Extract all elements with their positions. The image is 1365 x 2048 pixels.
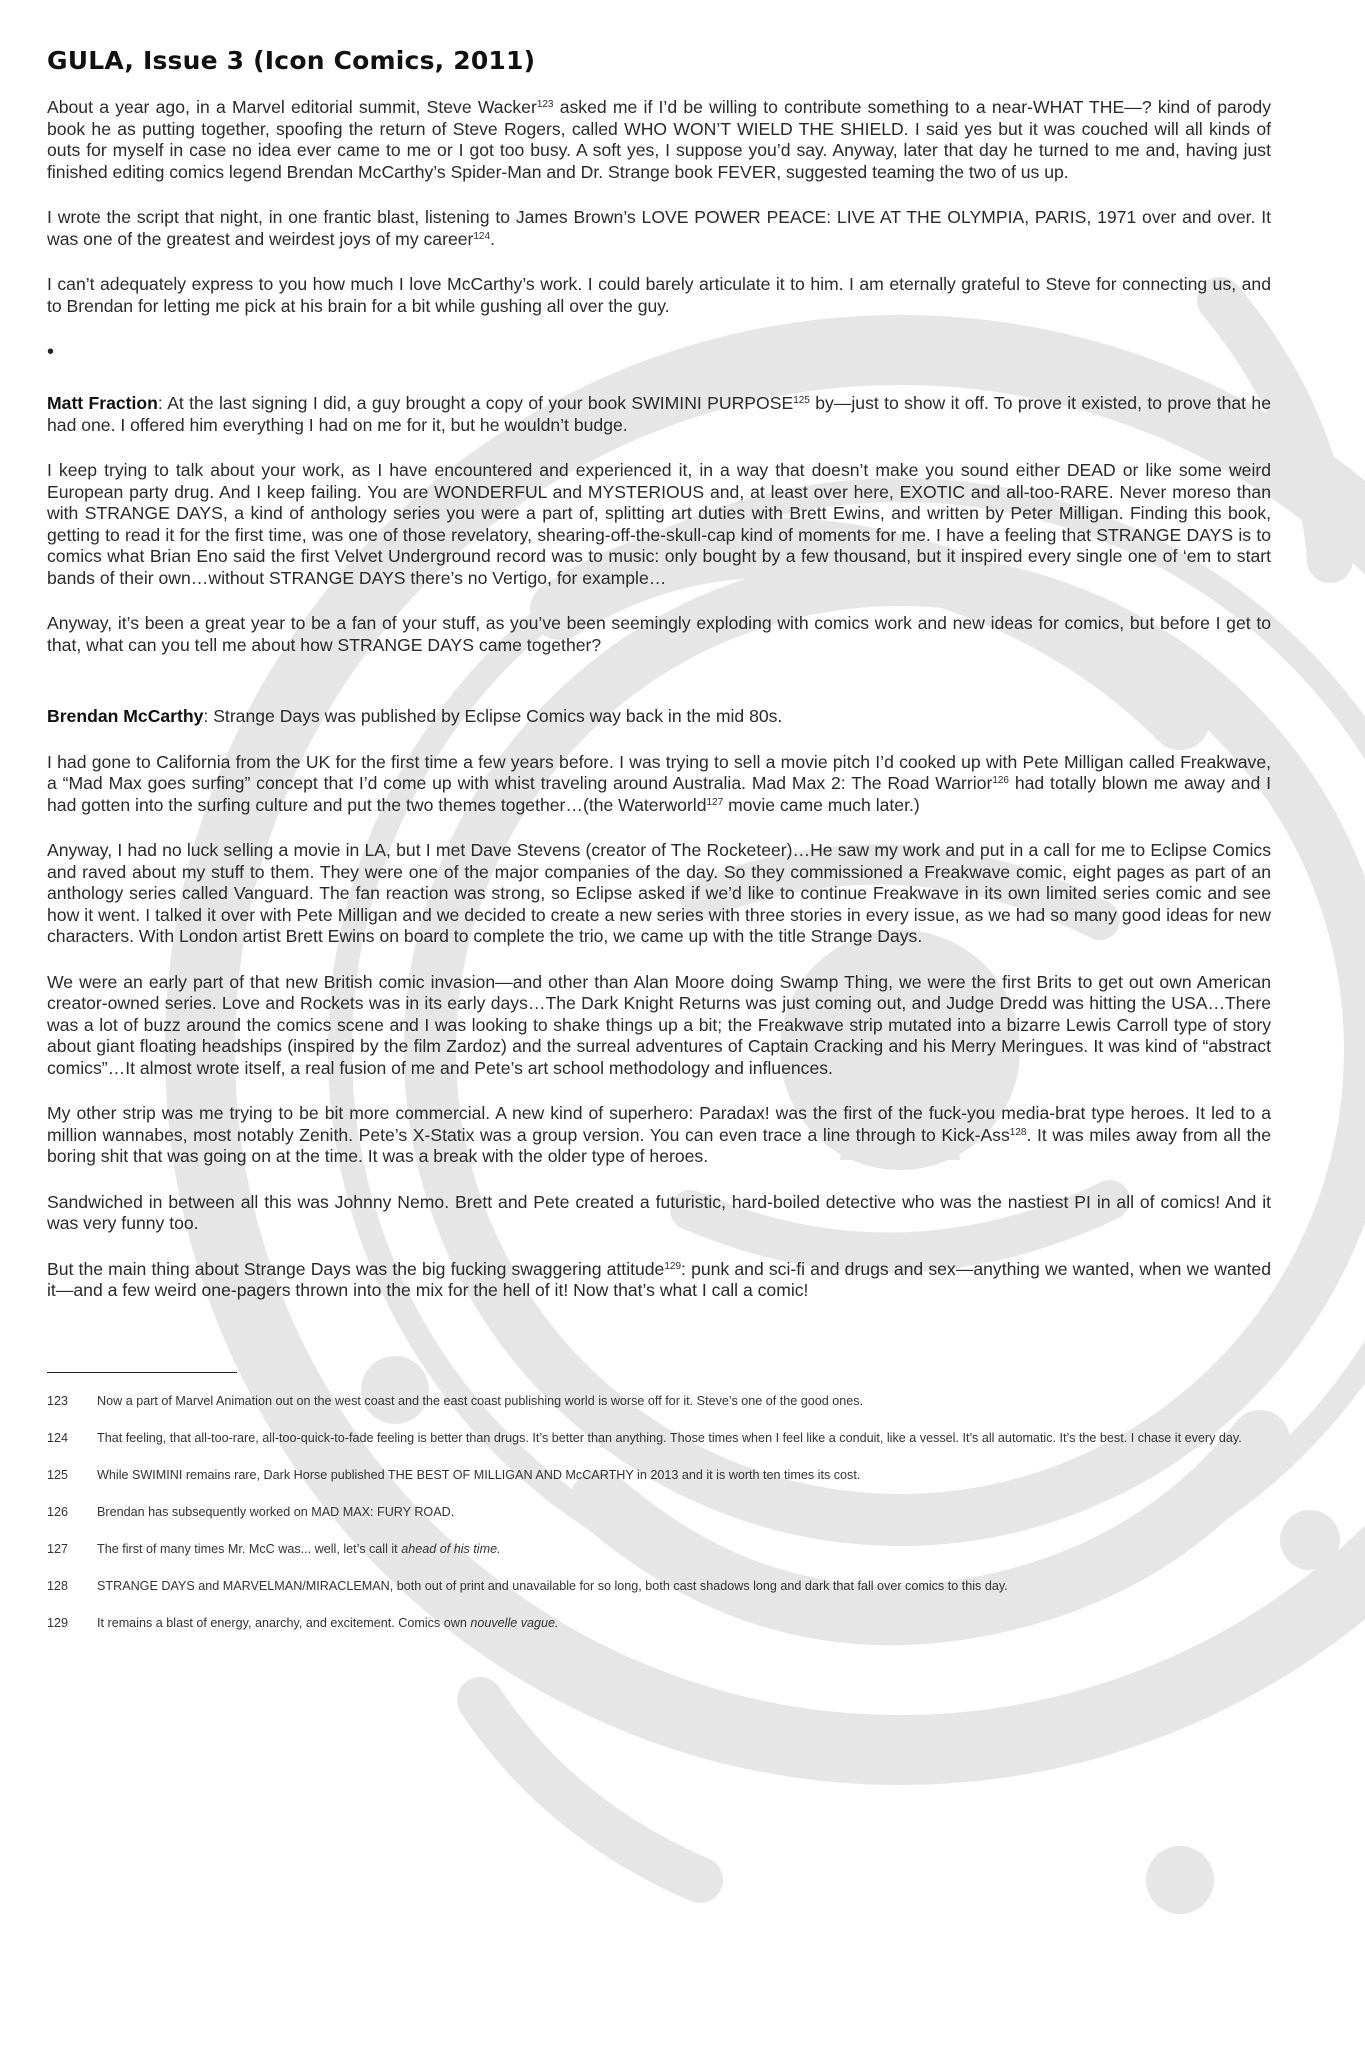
interview-paragraph (47, 972, 1271, 1080)
text-run: by—just to show it off. To prove it existed, to prove that he had one. I offered him everything I had on me for it, but he wouldn’t budge. (47, 393, 1271, 435)
footnote-text (97, 1578, 1271, 1594)
footnote-text (97, 1430, 1271, 1446)
footnotes (47, 1393, 1271, 1631)
section-gap (47, 680, 1271, 706)
footnote-text (97, 1541, 1271, 1557)
text-run: . (490, 228, 495, 249)
italic-text: ahead of his time. (401, 1541, 501, 1556)
mccarthy-answer (47, 706, 1271, 1302)
footnote (47, 1541, 1271, 1557)
fraction-question (47, 393, 1271, 656)
footnote-text (97, 1393, 1271, 1409)
interview-paragraph (47, 752, 1271, 817)
text-run: It remains a blast of energy, anarchy, and excitement. Comics own (97, 1615, 471, 1630)
footnote (47, 1615, 1271, 1631)
text-run: STRANGE DAYS and MARVELMAN/MIRACLEMAN, both out of print and unavailable for so long, both cast shadows long and dark that fall over comics to this day. (97, 1578, 1008, 1593)
text-run: . It was miles away from all the boring shit that was going on at the time. It was a break with the older type of heroes. (47, 1124, 1271, 1166)
footnote-number: 126 (47, 1504, 69, 1519)
page-title: GULA, Issue 3 (Icon Comics, 2011) (47, 46, 536, 75)
text-run: : Strange Days was published by Eclipse Comics way back in the mid 80s. (203, 706, 783, 726)
footnote-number: 123 (47, 1393, 69, 1408)
text-run: But the main thing about Strange Days was the big fucking swaggering attitude (47, 1258, 665, 1279)
text-run: I keep trying to talk about your work, as I have encountered and experienced it, in a way that doesn’t make you sound either DEAD or like some weird European party drug. And I keep failing. You are WONDERFUL and MYSTERIOUS and, at least over here, EXOTIC and all-too-RARE. Never moreso than with STRANGE DAYS, a kind of anthology series you were a part of, splitting art duties with Brett Ewins, and written by Peter Milligan. Finding this book, getting to read it for the first time, was one of those revelatory, shearing-off-the-skull-cap kind of moments for me. I have a feeling that STRANGE DAYS is to comics what Brian Eno said the first Velvet Underground record was to music: only bought by a few thousand, but it inspired every single one of ‘em to start bands of their own…without STRANGE DAYS there’s no Vertigo, for example… (47, 460, 1271, 588)
text-run: Sandwiched in between all this was Johnny Nemo. Brett and Pete created a futuristic, hard-boiled detective who was the nastiest PI in all of comics! And it was very funny too. (47, 1191, 1271, 1233)
footnote-ref: 126 (992, 775, 1009, 786)
text-run: We were an early part of that new British comic invasion—and other than Alan Moore doing Swamp Thing, we were the first Brits to get out own American creator-owned series. Love and Rockets was in its early days…The Dark Knight Returns was just coming out, and Judge Dredd was hitting the USA…There was a lot of buzz around the comics scene and I was looking to shake things up a bit; the Freakwave strip mutated into a bizarre Lewis Carroll type of story about giant floating headships (inspired by the film Zardoz) and the surreal adventures of Captain Cracking and his Merry Meringues. It was kind of “abstract comics”…It almost wrote itself, a real fusion of me and Pete’s art school methodology and influences. (47, 971, 1271, 1078)
footnote-divider (47, 1372, 237, 1373)
footnote (47, 1430, 1271, 1446)
text-run: My other strip was me trying to be bit more commercial. A new kind of superhero: Paradax! was the first of the fuck-you media-brat type heroes. It led to a million wannabes, most notably Zenith. Pete’s X-Statix was a group version. You can even trace a line through to Kick-Ass (47, 1103, 1271, 1145)
footnote (47, 1393, 1271, 1409)
text-run: I wrote the script that night, in one frantic blast, listening to James Brown’s LOVE POWER PEACE: LIVE AT THE OLYMPIA, PARIS, 1971 over and over. It was one of the greatest and weirdest joys of my career (47, 207, 1271, 249)
footnote-number: 127 (47, 1541, 69, 1556)
document-page (47, 46, 1271, 1652)
footnote-text (97, 1467, 1271, 1483)
section-bullet: • (47, 341, 55, 363)
speaker-name: Matt Fraction (47, 393, 158, 413)
footnote-ref: 123 (536, 99, 554, 110)
footnote-ref: 125 (793, 395, 810, 406)
intro-paragraph (47, 97, 1271, 183)
footnote-number: 124 (47, 1430, 69, 1445)
text-run: movie came much later.) (723, 794, 920, 815)
footnote-ref: 129 (664, 1260, 682, 1272)
footnote-text (97, 1615, 1271, 1631)
interview-paragraph (47, 460, 1271, 589)
text-run: Anyway, it’s been a great year to be a fan of your stuff, as you’ve been seemingly exploding with comics work and new ideas for comics, but before I get to that, what can you tell me about how STRANGE DAYS came together? (47, 613, 1271, 655)
intro-paragraph (47, 274, 1271, 317)
text-run: : punk and sci-fi and drugs and sex—anything we wanted, when we wanted it—and a few weird one-pagers thrown into the mix for the hell of it! Now that’s what I call a comic! (47, 1258, 1271, 1300)
interview-paragraph (47, 840, 1271, 948)
interview-paragraph (47, 1259, 1271, 1302)
footnote (47, 1504, 1271, 1520)
footnote (47, 1578, 1271, 1594)
footnote-ref: 127 (706, 796, 724, 808)
footnote-number: 129 (47, 1615, 69, 1630)
text-run: I had gone to California from the UK for the first time a few years before. I was trying to sell a movie pitch I’d cooked up with Pete Milligan called Freakwave, a “Mad Max goes surfing” concept that I’d come up with whist traveling around Australia. Mad Max 2: The Road Warrior (47, 751, 1271, 793)
text-run: Now a part of Marvel Animation out on the west coast and the east coast publishing world is worse off for it. Steve’s one of the good ones. (97, 1393, 864, 1408)
intro-section (47, 97, 1271, 317)
footnote-ref: 124 (473, 230, 491, 242)
text-run: I can’t adequately express to you how much I love McCarthy’s work. I could barely articulate it to him. I am eternally grateful to Steve for connecting us, and to Brendan for letting me pick at his brain for a bit while gushing all over the guy. (47, 274, 1271, 316)
italic-text: nouvelle vague. (470, 1615, 559, 1630)
text-run: Anyway, I had no luck selling a movie in LA, but I met Dave Stevens (creator of The Rocketeer)…He saw my work and put in a call for me to Eclipse Comics and raved about my stuff to them. They were one of the major companies of the day. So they commissioned a Freakwave comic, eight pages as part of an anthology series called Vanguard. The fan reaction was strong, so Eclipse asked if we’d like to continue Freakwave in its own limited series comic and see how it went. I talked it over with Pete Milligan and we decided to create a new series with three stories in every issue, as we had so many good ideas for new characters. With London artist Brett Ewins on board to complete the trio, we came up with the title Strange Days. (47, 840, 1271, 946)
text-run: About a year ago, in a Marvel editorial summit, Steve Wacker (47, 97, 537, 117)
footnote-number: 125 (47, 1467, 69, 1482)
interview-paragraph (47, 1103, 1271, 1168)
intro-paragraph (47, 207, 1271, 250)
interview-paragraph (47, 613, 1271, 656)
text-run: had totally blown me away and I had gotten into the surfing culture and put the two themes together…(the Waterworld (47, 773, 1271, 815)
text-run: The first of many times Mr. McC was... well, let’s call it (97, 1541, 402, 1556)
interview-paragraph (47, 706, 1271, 728)
footnote-text (97, 1504, 1271, 1520)
footnote-number: 128 (47, 1578, 69, 1593)
text-run: asked me if I’d be willing to contribute something to a near-WHAT THE—? kind of parody book he as putting together, spoofing the return of Steve Rogers, called WHO WON’T WIELD THE SHIELD. I said yes but it was couched will all kinds of outs for myself in case no idea ever came to me or I got too busy. A soft yes, I suppose you’d say. Anyway, later that day he turned to me and, having just finished editing comics legend Brendan McCarthy’s Spider-Man and Dr. Strange book FEVER, suggested teaming the two of us up. (47, 97, 1271, 182)
speaker-name: Brendan McCarthy (47, 706, 204, 726)
interview-paragraph (47, 1192, 1271, 1235)
text-run: Brendan has subsequently worked on MAD MAX: FURY ROAD. (97, 1504, 455, 1519)
footnote (47, 1467, 1271, 1483)
text-run: That feeling, that all-too-rare, all-too-quick-to-fade feeling is better than drugs. It’s better than anything. Those times when I feel like a conduit, like a vessel. It’s all automatic. It’s the best. I chase it every day. (97, 1430, 1242, 1445)
interview-paragraph (47, 393, 1271, 436)
footnote-ref: 128 (1009, 1126, 1027, 1138)
text-run: While SWIMINI remains rare, Dark Horse published THE BEST OF MILLIGAN AND McCARTHY in 2013 and it is worth ten times its cost. (97, 1467, 861, 1482)
text-run: : At the last signing I did, a guy brought a copy of your book SWIMINI PURPOSE (157, 393, 794, 413)
